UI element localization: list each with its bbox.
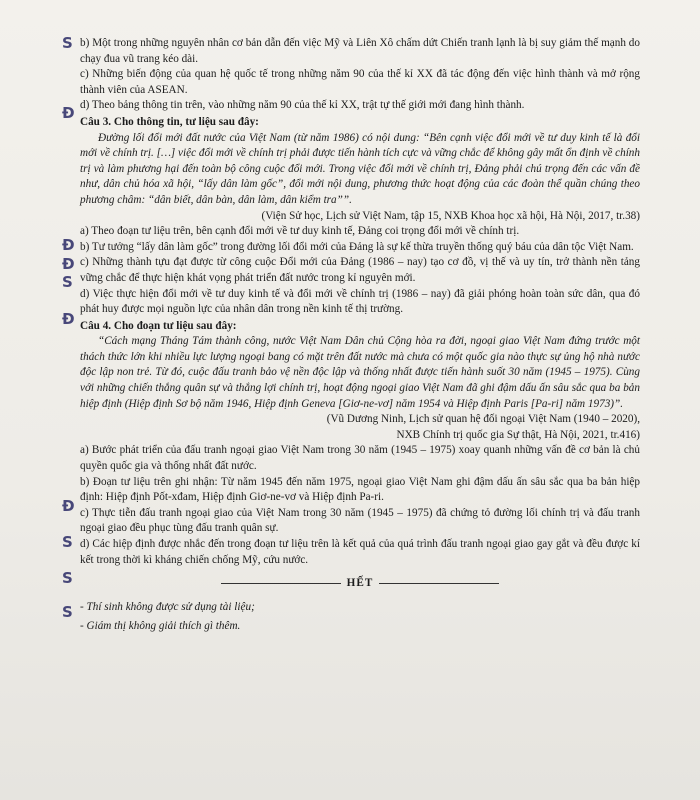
q4-statement-b: b) Đoạn tư liệu trên ghi nhận: Từ năm 1945 đến năm 1975, ngoại giao Việt Nam ghi đậm dấu ấn sâu sắc qua ba bản hiệp định: Hiệp định Pốt-xđam, Hiệp định Giơ-ne-vơ và Hiệp định Pa-ri.: [80, 475, 640, 504]
end-line-right: [379, 583, 499, 584]
handwritten-mark-3b: Đ: [62, 255, 75, 273]
handwritten-mark-2b: S: [62, 34, 73, 52]
q3-statement-b: b) Tư tưởng “lấy dân làm gốc” trong đường lối đổi mới của Đảng là sự kế thừa truyền thống quý báu của dân tộc Việt Nam.: [80, 240, 634, 253]
q4-statement-c: c) Thực tiễn đấu tranh ngoại giao của Việt Nam trong 30 năm (1945 – 1975) đã chứng tỏ đường lối chính trị và đấu tranh ngoại giao đều phục tùng đấu tranh quân sự.: [80, 506, 640, 535]
q2-statement-b: b) Một trong những nguyên nhân cơ bản dẫn đến việc Mỹ và Liên Xô chấm dứt Chiến tranh lạnh là bị suy giảm thế mạnh do chạy đua vũ trang kéo dài.: [80, 37, 640, 65]
question-3-source: (Viện Sử học, Lịch sử Việt Nam, tập 15, NXB Khoa học xã hội, Hà Nội, 2017, tr.38): [261, 209, 640, 222]
handwritten-mark-4c: S: [62, 569, 73, 587]
question-4-source-line2: NXB Chính trị quốc gia Sự thật, Hà Nội, 2021, tr.416): [396, 428, 640, 441]
end-line-left: [221, 583, 341, 584]
handwritten-mark-2d: Đ: [62, 104, 75, 122]
q4-statement-d: d) Các hiệp định được nhắc đến trong đoạn tư liệu trên là kết quả của quá trình đấu tranh ngoại giao gay gắt và đều được kí kết trong thời kì kháng chiến chống Mỹ, cứu nước.: [80, 538, 640, 566]
q4-statement-a: a) Bước phát triển của đấu tranh ngoại giao Việt Nam trong 30 năm (1945 – 1975) xoay quanh những vấn đề cơ bản là chủ quyền quốc gia và thống nhất đất nước.: [80, 444, 640, 473]
handwritten-mark-3c: S: [62, 273, 73, 291]
q3-statement-d: d) Việc thực hiện đổi mới về tư duy kinh tế và đổi mới về chính trị (1986 – nay) đã giải phóng hoàn toàn sức dân, qua đó phát huy được mọi nguồn lực của nhân dân trong nền kinh tế thị trường.: [80, 287, 640, 316]
end-text: HẾT: [346, 577, 374, 590]
question-3-quote: Đường lối đổi mới đất nước của Việt Nam (từ năm 1986) có nội dung: “Bên cạnh việc đổi mới về tư duy kinh tế là đổi mới về chính trị. […] việc đổi mới về chính trị phải được tiến hành tích cực và vững chắc để không gây mất ổn định về chính trị và làm phương hại đến toàn bộ công cuộc đổi mới. Trong việc đổi mới về chính trị, Đảng phải chú trọng đến các vấn đề như, dân chủ hóa xã hội, “lấy dân làm gốc”, đổi mới nội dung, phương thức hoạt động của các đoàn thể quần chúng theo phương châm: “dân biết, dân bàn, dân làm, dân kiểm tra””.: [80, 131, 640, 206]
q2-statement-c: c) Những biến động của quan hệ quốc tế trong những năm 90 của thế kỉ XX đã tác động đến việc hình thành và mở rộng thành viên của ASEAN.: [80, 68, 640, 96]
end-marker: [80, 576, 640, 592]
question-3-title: Câu 3. Cho thông tin, tư liệu sau đây:: [80, 115, 259, 128]
handwritten-mark-4d: S: [62, 603, 73, 621]
q2-statement-d: d) Theo bảng thông tin trên, vào những năm 90 của thế kỉ XX, trật tự thế giới mới đang hình thành.: [80, 99, 525, 112]
question-4-quote: “Cách mạng Tháng Tám thành công, nước Việt Nam Dân chủ Cộng hòa ra đời, ngoại giao Việt Nam đứng trước một thách thức lớn khi nhiều lực lượng ngoại bang có mặt trên đất nước mà chưa có một quốc gia nào thực sự ủng hộ nhà nước độc lập non trẻ. Từ đó, cuộc đấu tranh bảo vệ nền độc lập và thống nhất được tiến hành suốt 30 năm (1945 – 1975). Cùng với những chiến thắng quân sự và thắng lợi chính trị, hoạt động ngoại giao Việt Nam đã ghi đậm dấu ấn sâu sắc qua ba bản hiệp định (Hiệp định Sơ bộ năm 1946, Hiệp định Geneva [Giơ-ne-vơ] năm 1954 và Hiệp định Paris [Pa-ri] năm 1973)”.: [80, 335, 640, 410]
handwritten-mark-4a: Đ: [62, 497, 75, 515]
q3-statement-a: a) Theo đoạn tư liệu trên, bên cạnh đổi mới về tư duy kinh tế, Đảng coi trọng đổi mới về chính trị.: [80, 225, 520, 238]
note-no-explanation: - Giám thị không giải thích gì thêm.: [80, 620, 241, 633]
q3-statement-c: c) Những thành tựu đạt được từ công cuộc Đổi mới của Đảng (1986 – nay) tạo cơ đồ, vị thế và uy tín, trở thành nền tảng vững chắc để thực hiện khát vọng phát triển đất nước trong kỉ nguyên mới.: [80, 256, 640, 284]
note-no-materials: - Thí sinh không được sử dụng tài liệu;: [80, 600, 255, 613]
handwritten-mark-3a: Đ: [62, 236, 75, 254]
question-4-source-line1: (Vũ Dương Ninh, Lịch sử quan hệ đối ngoại Việt Nam (1940 – 2020),: [326, 413, 640, 426]
handwritten-mark-3d: Đ: [62, 310, 75, 328]
question-4-title: Câu 4. Cho đoạn tư liệu sau đây:: [80, 319, 237, 332]
exam-content: [80, 36, 640, 635]
handwritten-mark-4b: S: [62, 533, 73, 551]
